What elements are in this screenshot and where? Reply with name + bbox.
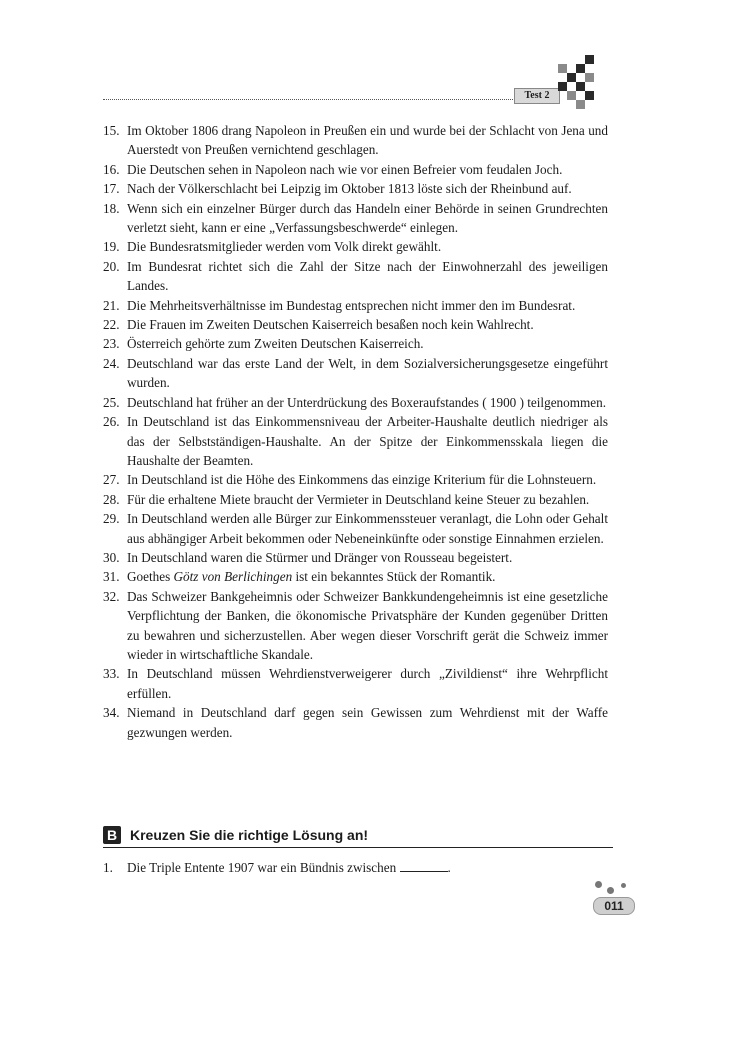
statement-list [103,121,608,742]
statement-text: In Deutschland werden alle Bürger zur Einkommenssteuer veranlagt, die Lohn oder Gehalt aus abhängiger Arbeit bekommen oder Nebeneinkünfte oder sonstige Einnahmen erzielen. [127,511,608,546]
page-number: 011 [593,897,635,915]
statement-text: Nach der Völkerschlacht bei Leipzig im Oktober 1813 löste sich der Rheinbund auf. [127,181,572,197]
statement-number: 28. [103,491,120,507]
statement-text: Für die erhaltene Miete braucht der Vermieter in Deutschland keine Steuer zu bezahlen. [127,491,590,507]
statement-text: Die Frauen im Zweiten Deutschen Kaiserreich besaßen noch kein Wahlrecht. [127,317,534,333]
statement-item [103,296,608,315]
statement-item [103,199,608,238]
mc-text-after: . [447,860,451,875]
statement-number: 23. [103,336,120,352]
statement-text: Die Bundesratsmitglieder werden vom Volk direkt gewählt. [127,239,442,255]
statement-number: 33. [103,666,120,682]
statement-item [103,664,608,703]
statement-item [103,179,608,198]
statement-text: Deutschland war das erste Land der Welt, in dem Sozialversicherungsgesetze eingeführt wurden. [127,355,608,391]
statement-number: 21. [103,297,120,313]
statement-number: 29. [103,511,120,527]
multiple-choice-list [103,858,608,877]
statement-number: 17. [103,181,120,197]
statement-item [103,121,608,160]
mc-text: Die Triple Entente 1907 war ein Bündnis zwischen [127,860,397,875]
statement-item [103,160,608,179]
statement-number: 19. [103,239,120,255]
statement-text: Niemand in Deutschland darf gegen sein Gewissen zum Wehrdienst mit der Waffe gezwungen werden. [127,705,608,740]
test-label-badge: Test 2 [514,88,560,104]
statement-number: 20. [103,258,120,274]
section-rule [103,847,613,848]
statement-text: Die Deutschen sehen in Napoleon nach wie vor einen Befreier vom feudalen Joch. [127,161,563,177]
statement-text: Wenn sich ein einzelner Bürger durch das Handeln einer Behörde in seinen Grundrechten verletzt sieht, kann er eine „Verfassungsbeschwerde“ einlegen. [127,200,608,236]
statement-number: 16. [103,161,120,177]
statement-item [103,567,608,586]
statement-number: 30. [103,549,120,565]
work-title: Götz von Berlichingen [173,569,293,585]
statement-item [103,490,608,509]
statement-text: In Deutschland müssen Wehrdienstverweigerer durch „Zivildienst“ ihre Wehrpflicht erfüllen. [127,666,608,701]
statement-item [103,412,608,470]
statement-item [103,587,608,665]
statement-item [103,470,608,489]
statement-item [103,334,608,353]
statement-item [103,315,608,334]
statement-number: 31. [103,569,120,585]
statement-text: Österreich gehörte zum Zweiten Deutschen Kaiserreich. [127,336,424,352]
section-letter-badge: B [103,826,121,844]
statement-number: 34. [103,705,120,721]
statement-item [103,354,608,393]
statement-number: 27. [103,472,120,488]
statement-text: In Deutschland ist das Einkommensniveau der Arbeiter-Haushalte deutlich niedriger als das der Selbstständigen-Haushalte. An der Spitze der Einkommensskala liegen die Haushalte der Beamten. [127,414,608,468]
statement-text: In Deutschland waren die Stürmer und Dränger von Rousseau begeistert. [127,549,513,565]
statement-item [103,509,608,548]
statement-item [103,393,608,412]
statement-item [103,703,608,742]
statement-number: 25. [103,394,120,410]
statement-text: ist ein bekanntes Stück der Romantik. [292,569,496,585]
statement-item [103,237,608,256]
statement-number: 18. [103,200,120,216]
mc-question [103,858,608,877]
statement-text: In Deutschland ist die Höhe des Einkommens das einzige Kriterium für die Lohnsteuern. [127,472,597,488]
statement-number: 15. [103,123,120,138]
answer-blank[interactable] [400,859,448,872]
header-dotted-rule [103,99,513,100]
statement-text: Im Bundesrat richtet sich die Zahl der Sitze nach der Einwohnerzahl des jeweiligen Landes. [127,258,608,294]
statement-number: 24. [103,355,120,371]
statement-item [103,548,608,567]
statement-number: 22. [103,317,120,333]
statement-text: Die Mehrheitsverhältnisse im Bundestag entsprechen nicht immer den im Bundesrat. [127,297,576,313]
statement-text: Im Oktober 1806 drang Napoleon in Preußen ein und wurde bei der Schlacht von Jena und Auerstedt von Preußen vernichtend geschlagen. [127,123,608,158]
section-b-header [103,826,613,848]
statement-text: Das Schweizer Bankgeheimnis oder Schweizer Bankkundengeheimnis ist eine gesetzliche Verpflichtung der Banken, die ökonomische Privatsphäre der Kunden gegenüber Dritten zu bewahren und sicherzustellen. Aber wegen dieser Vorschrift gerät die Schweiz immer wieder in wirtschaftliche Skandale. [127,588,608,662]
statement-text: Deutschland hat früher an der Unterdrückung des Boxeraufstandes ( 1900 ) teilgenommen. [127,394,606,410]
mc-number: 1. [103,860,113,875]
statement-text: Goethes [127,569,174,585]
statement-number: 26. [103,414,120,430]
section-title: Kreuzen Sie die richtige Lösung an! [130,827,369,843]
statement-number: 32. [103,588,120,604]
statement-item [103,257,608,296]
